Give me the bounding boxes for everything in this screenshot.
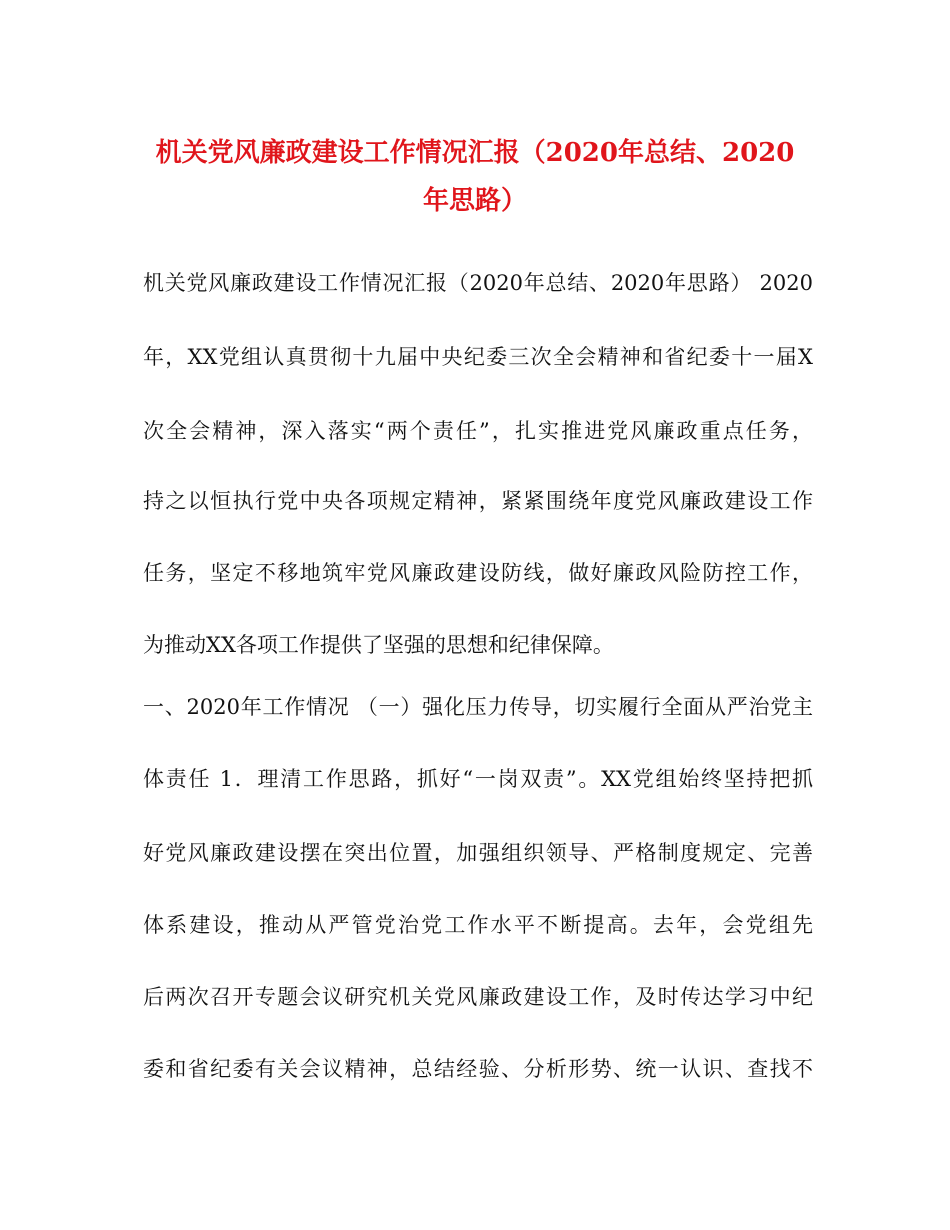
document-title-line-2: 年思路）	[422, 186, 527, 216]
body-line-3: 次全会精神，深入落实“两个责任”，扎实推进党风廉政重点任务，	[143, 419, 813, 443]
body-line-10: 体系建设，推动从严管党治党工作水平不断提高。去年，会党组先	[143, 913, 813, 937]
body-line-12: 委和省纪委有关会议精神，总结经验、分析形势、统一认识、查找不	[143, 1057, 813, 1081]
body-line-4: 持之以恒执行党中央各项规定精神，紧紧围绕年度党风廉政建设工作	[143, 489, 813, 513]
body-line-9: 好党风廉政建设摆在突出位置，加强组织领导、严格制度规定、完善	[143, 841, 813, 865]
body-line-8: 体责任 1．理清工作思路，抓好“一岗双责”。XX党组始终坚持把抓	[143, 767, 813, 791]
body-line-11: 后两次召开专题会议研究机关党风廉政建设工作，及时传达学习中纪	[143, 985, 813, 1009]
body-line-1: 机关党风廉政建设工作情况汇报（2020年总结、2020年思路） 2020	[143, 271, 813, 295]
body-line-7: 一、2020年工作情况 （一）强化压力传导，切实履行全面从严治党主	[143, 695, 813, 719]
document-title-line-1: 机关党风廉政建设工作情况汇报（2020年总结、2020	[155, 138, 795, 168]
body-line-2: 年，XX党组认真贯彻十九届中央纪委三次全会精神和省纪委十一届X	[143, 345, 813, 369]
body-line-6: 为推动XX各项工作提供了坚强的思想和纪律保障。	[143, 633, 614, 657]
body-line-5: 任务，坚定不移地筑牢党风廉政建设防线，做好廉政风险防控工作，	[143, 561, 813, 585]
